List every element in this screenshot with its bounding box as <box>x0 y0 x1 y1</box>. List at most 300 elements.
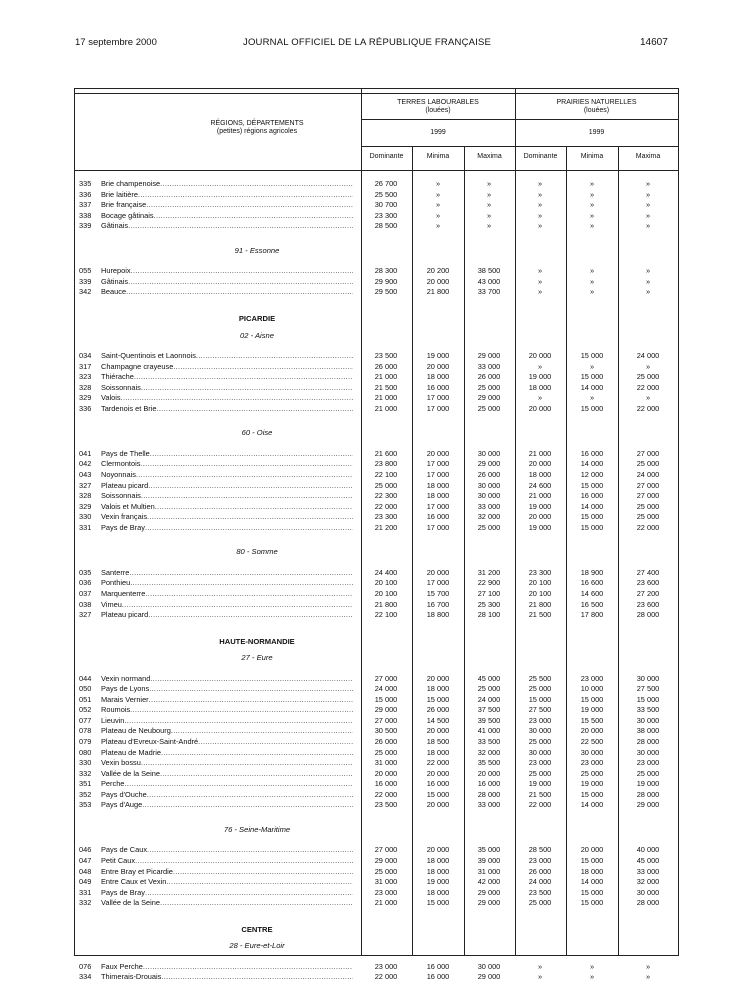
table-row <box>75 211 680 222</box>
table-row <box>75 589 680 600</box>
group-terres-line2: (louées) <box>425 107 451 114</box>
value-cell: 20 200 <box>426 266 450 276</box>
table-row <box>75 372 680 383</box>
value-cell: 25 000 <box>477 382 501 392</box>
value-cell: 22 000 <box>528 800 552 810</box>
value-cell: » <box>537 393 543 403</box>
value-cell: 21 800 <box>374 599 398 609</box>
value-cell: 25 000 <box>477 403 501 413</box>
region-name: Vexin bossu ..... <box>101 758 353 767</box>
region-code: 037 <box>79 588 92 598</box>
value-cell: 21 000 <box>374 403 398 413</box>
value-cell: 20 100 <box>528 588 552 598</box>
value-cell: » <box>486 221 492 231</box>
value-cell: 38 500 <box>477 266 501 276</box>
value-cell: 21 800 <box>426 287 450 297</box>
value-cell: 16 000 <box>426 382 450 392</box>
table-row <box>75 404 680 415</box>
table-row <box>75 674 680 685</box>
value-cell: 20 000 <box>426 448 450 458</box>
value-cell: 18 000 <box>426 887 450 897</box>
value-cell: 19 000 <box>528 372 552 382</box>
region-code: 339 <box>79 276 92 286</box>
value-cell: 20 000 <box>528 459 552 469</box>
value-cell: 15 000 <box>580 522 604 532</box>
table-row <box>75 449 680 460</box>
table-row <box>75 684 680 695</box>
value-cell: 26 000 <box>426 705 450 715</box>
value-cell: » <box>645 200 651 210</box>
region-code: 042 <box>79 459 92 469</box>
value-cell: 20 000 <box>426 800 450 810</box>
value-cell: 20 000 <box>477 768 501 778</box>
region-code: 080 <box>79 747 92 757</box>
region-name: Bocage gâtinais ..... <box>101 211 353 220</box>
region-name: Hurepoix ..... <box>101 266 353 275</box>
value-cell: 30 000 <box>528 726 552 736</box>
value-cell: 26 000 <box>528 866 552 876</box>
region-name: Thimerais-Drouais ..... <box>101 972 353 981</box>
value-cell: 22 000 <box>636 522 660 532</box>
value-cell: 25 000 <box>477 684 501 694</box>
region-name: Pays de Thelle ..... <box>101 449 353 458</box>
region-name: Plateau picard ..... <box>101 610 353 619</box>
department-heading: 28 - Eure-et-Loir <box>229 941 285 951</box>
value-cell: 23 800 <box>374 459 398 469</box>
value-cell: 22 900 <box>477 578 501 588</box>
region-code: 035 <box>79 567 92 577</box>
value-cell: 24 000 <box>528 877 552 887</box>
value-cell: 25 000 <box>528 898 552 908</box>
value-cell: 16 000 <box>580 448 604 458</box>
value-cell: 19 000 <box>426 877 450 887</box>
value-cell: 25 000 <box>528 737 552 746</box>
value-cell: 23 300 <box>374 512 398 522</box>
value-cell: 27 000 <box>636 480 660 490</box>
value-cell: 19 000 <box>528 501 552 511</box>
region-code: 036 <box>79 578 92 588</box>
value-cell: » <box>589 287 595 297</box>
value-cell: 23 000 <box>528 855 552 865</box>
value-cell: » <box>589 276 595 286</box>
value-cell: » <box>435 179 441 188</box>
value-cell: » <box>537 200 543 210</box>
value-cell: 16 000 <box>374 779 398 789</box>
value-cell: 18 000 <box>528 382 552 392</box>
value-cell: » <box>486 189 492 199</box>
value-cell: 32 000 <box>477 747 501 757</box>
region-code: 078 <box>79 726 92 736</box>
region-code: 334 <box>79 972 92 982</box>
value-cell: 43 000 <box>477 276 501 286</box>
region-name: Clermontois ..... <box>101 459 353 468</box>
value-cell: 27 100 <box>477 588 501 598</box>
value-cell: » <box>645 961 651 971</box>
value-cell: 33 500 <box>477 737 501 746</box>
value-cell: 25 000 <box>374 747 398 757</box>
value-cell: 27 000 <box>374 845 398 855</box>
region-code: 038 <box>79 599 92 609</box>
value-cell: 17 000 <box>426 403 450 413</box>
value-cell: 28 000 <box>477 789 501 799</box>
value-cell: 26 000 <box>374 361 398 371</box>
region-code: 329 <box>79 501 92 511</box>
value-cell: 25 500 <box>528 673 552 683</box>
value-cell: 27 500 <box>528 705 552 715</box>
table-row <box>75 362 680 373</box>
value-cell: 30 000 <box>636 673 660 683</box>
table-row <box>75 610 680 621</box>
value-cell: 23 500 <box>374 351 398 361</box>
value-cell: 22 000 <box>374 501 398 511</box>
table-row <box>75 179 680 190</box>
region-name: Soissonnais ..... <box>101 383 353 392</box>
region-code: 327 <box>79 480 92 490</box>
value-cell: 32 000 <box>636 877 660 887</box>
value-cell: 15 000 <box>580 480 604 490</box>
region-code: 041 <box>79 448 92 458</box>
col-header-maxima: Maxima <box>635 153 661 160</box>
value-cell: 15 000 <box>426 898 450 908</box>
value-cell: » <box>537 287 543 297</box>
department-heading: 80 - Somme <box>236 547 278 557</box>
value-cell: » <box>537 961 543 971</box>
value-cell: 33 000 <box>636 866 660 876</box>
region-code: 047 <box>79 855 92 865</box>
value-cell: 17 000 <box>426 522 450 532</box>
region-code: 044 <box>79 673 92 683</box>
value-cell: » <box>645 276 651 286</box>
value-cell: 17 000 <box>426 393 450 403</box>
table-row <box>75 726 680 737</box>
table-row <box>75 748 680 759</box>
region-name: Beauce ..... <box>101 287 353 296</box>
value-cell: 25 300 <box>477 599 501 609</box>
region-code: 034 <box>79 351 92 361</box>
value-cell: 21 500 <box>528 789 552 799</box>
table-row <box>75 856 680 867</box>
region-code: 328 <box>79 382 92 392</box>
value-cell: 18 900 <box>580 567 604 577</box>
value-cell: 28 500 <box>528 845 552 855</box>
value-cell: 21 000 <box>528 491 552 501</box>
table-row <box>75 481 680 492</box>
value-cell: » <box>645 179 651 188</box>
value-cell: 21 000 <box>374 393 398 403</box>
value-cell: 18 000 <box>426 747 450 757</box>
region-name: Brie laitière ..... <box>101 190 353 199</box>
region-name: Pays d'Ouche ..... <box>101 790 353 799</box>
value-cell: 15 000 <box>528 694 552 704</box>
region-code: 055 <box>79 266 92 276</box>
value-cell: 27 400 <box>636 567 660 577</box>
value-cell: 21 500 <box>374 382 398 392</box>
region-name: Tardenois et Brie ..... <box>101 404 353 413</box>
value-cell: 30 000 <box>636 715 660 725</box>
col-header-minima: Minima <box>426 153 450 160</box>
region-name: Brie champenoise ..... <box>101 179 353 188</box>
value-cell: 29 000 <box>477 459 501 469</box>
value-cell: 28 300 <box>374 266 398 276</box>
table-row <box>75 578 680 589</box>
value-cell: 20 000 <box>374 768 398 778</box>
region-heading: HAUTE-NORMANDIE <box>219 636 295 646</box>
department-heading: 91 - Essonne <box>234 245 280 255</box>
value-cell: » <box>537 266 543 276</box>
page-date: 17 septembre 2000 <box>75 37 157 48</box>
region-name: Valois et Multien ..... <box>101 502 353 511</box>
col-header-minima: Minima <box>580 153 604 160</box>
region-name: Soissonnais ..... <box>101 491 353 500</box>
department-heading: 27 - Eure <box>241 653 273 663</box>
group-prairies-header <box>515 99 678 115</box>
value-cell: 17 000 <box>426 470 450 479</box>
value-cell: 20 000 <box>426 768 450 778</box>
region-name: Gâtinais ..... <box>101 221 353 230</box>
value-cell: 21 000 <box>374 898 398 908</box>
value-cell: 14 000 <box>580 382 604 392</box>
value-cell: 14 500 <box>426 715 450 725</box>
value-cell: 18 000 <box>426 684 450 694</box>
region-code: 339 <box>79 221 92 231</box>
journal-title: JOURNAL OFFICIEL DE LA RÉPUBLIQUE FRANÇAISE <box>243 37 492 48</box>
value-cell: 25 000 <box>528 768 552 778</box>
table-row <box>75 758 680 769</box>
region-code: 077 <box>79 715 92 725</box>
value-cell: 24 600 <box>528 480 552 490</box>
table-row <box>75 769 680 780</box>
value-cell: » <box>645 972 651 982</box>
value-cell: 14 000 <box>580 877 604 887</box>
row-rule <box>361 146 678 147</box>
department-heading: 76 - Seine-Maritime <box>223 824 291 834</box>
region-code: 332 <box>79 768 92 778</box>
value-cell: » <box>486 210 492 220</box>
region-code: 336 <box>79 403 92 413</box>
value-cell: 14 000 <box>580 800 604 810</box>
region-name: Saint-Quentinois et Laonnois ..... <box>101 351 353 360</box>
region-code: 338 <box>79 210 92 220</box>
value-cell: 20 000 <box>426 567 450 577</box>
table-row <box>75 502 680 513</box>
value-cell: 33 000 <box>477 501 501 511</box>
value-cell: 30 000 <box>528 747 552 757</box>
value-cell: » <box>589 266 595 276</box>
value-cell: 26 700 <box>374 179 398 188</box>
region-code: 332 <box>79 898 92 908</box>
value-cell: 15 000 <box>580 694 604 704</box>
region-code: 079 <box>79 737 92 746</box>
table-row <box>75 600 680 611</box>
value-cell: » <box>645 221 651 231</box>
value-cell: 15 000 <box>426 694 450 704</box>
value-cell: 23 500 <box>528 887 552 897</box>
col-header-dominante: Dominante <box>369 153 404 160</box>
value-cell: 15 000 <box>426 789 450 799</box>
value-cell: 18 000 <box>426 491 450 501</box>
value-cell: 18 500 <box>426 737 450 746</box>
value-cell: 23 300 <box>528 567 552 577</box>
value-cell: 14 600 <box>580 588 604 598</box>
value-cell: 20 000 <box>426 361 450 371</box>
value-cell: 29 000 <box>374 855 398 865</box>
table-row <box>75 972 680 983</box>
value-cell: » <box>537 361 543 371</box>
value-cell: 25 000 <box>636 501 660 511</box>
region-code: 335 <box>79 179 92 188</box>
value-cell: 24 000 <box>374 684 398 694</box>
value-cell: 25 000 <box>374 866 398 876</box>
value-cell: 45 000 <box>477 673 501 683</box>
group-terres-line1: TERRES LABOURABLES <box>397 99 479 106</box>
value-cell: 27 000 <box>374 715 398 725</box>
value-cell: 15 500 <box>580 715 604 725</box>
value-cell: 17 000 <box>426 578 450 588</box>
value-cell: 22 000 <box>374 972 398 982</box>
region-code: 353 <box>79 800 92 810</box>
region-name: Petit Caux ..... <box>101 856 353 865</box>
value-cell: 21 600 <box>374 448 398 458</box>
value-cell: 15 000 <box>580 351 604 361</box>
row-rule <box>75 170 678 171</box>
value-cell: 15 000 <box>580 887 604 897</box>
value-cell: 20 000 <box>528 403 552 413</box>
value-cell: 25 500 <box>374 189 398 199</box>
table-row <box>75 277 680 288</box>
value-cell: 30 000 <box>636 887 660 897</box>
value-cell: 35 500 <box>477 758 501 768</box>
value-cell: 27 000 <box>636 448 660 458</box>
region-code: 046 <box>79 845 92 855</box>
year-prairies: 1999 <box>588 129 605 136</box>
value-cell: 33 700 <box>477 287 501 297</box>
value-cell: 37 500 <box>477 705 501 715</box>
value-cell: 28 000 <box>636 610 660 620</box>
region-code: 076 <box>79 961 92 971</box>
value-cell: 31 000 <box>374 877 398 887</box>
group-terres-header <box>361 99 515 115</box>
table-row <box>75 383 680 394</box>
region-name: Entre Bray et Picardie ..... <box>101 867 353 876</box>
region-name: Marquenterre ..... <box>101 589 353 598</box>
row-rule <box>75 93 678 94</box>
region-heading: CENTRE <box>241 924 273 934</box>
value-cell: » <box>435 189 441 199</box>
value-cell: » <box>645 189 651 199</box>
value-cell: 15 000 <box>374 694 398 704</box>
value-cell: 28 000 <box>636 898 660 908</box>
region-name: Brie française ..... <box>101 200 353 209</box>
value-cell: 18 000 <box>426 372 450 382</box>
region-code: 342 <box>79 287 92 297</box>
value-cell: 26 000 <box>477 372 501 382</box>
value-cell: 19 000 <box>580 779 604 789</box>
table-row <box>75 779 680 790</box>
value-cell: » <box>537 972 543 982</box>
value-cell: » <box>589 179 595 188</box>
region-name: Faux Perche ..... <box>101 962 353 971</box>
region-code: 048 <box>79 866 92 876</box>
value-cell: 24 000 <box>636 351 660 361</box>
value-cell: 17 800 <box>580 610 604 620</box>
value-cell: » <box>537 210 543 220</box>
value-cell: 28 000 <box>636 737 660 746</box>
value-cell: » <box>435 210 441 220</box>
value-cell: 17 000 <box>426 501 450 511</box>
region-code: 331 <box>79 887 92 897</box>
value-cell: 20 000 <box>426 845 450 855</box>
value-cell: 30 000 <box>477 491 501 501</box>
value-cell: 31 200 <box>477 567 501 577</box>
region-code: 327 <box>79 610 92 620</box>
region-code: 043 <box>79 470 92 479</box>
region-code: 336 <box>79 189 92 199</box>
value-cell: 30 000 <box>477 480 501 490</box>
value-cell: 25 000 <box>580 768 604 778</box>
table-row <box>75 221 680 232</box>
region-name: Champagne crayeuse ..... <box>101 362 353 371</box>
value-cell: 39 000 <box>477 855 501 865</box>
value-cell: 23 600 <box>636 599 660 609</box>
region-name: Pays de Caux ..... <box>101 845 353 854</box>
value-cell: 15 000 <box>580 898 604 908</box>
value-cell: » <box>435 221 441 231</box>
region-name: Thiérache ..... <box>101 372 353 381</box>
value-cell: 25 000 <box>636 372 660 382</box>
value-cell: » <box>589 210 595 220</box>
value-cell: 16 700 <box>426 599 450 609</box>
value-cell: 39 500 <box>477 715 501 725</box>
value-cell: 23 000 <box>528 758 552 768</box>
value-cell: 15 700 <box>426 588 450 598</box>
region-name: Plateau de Neubourg ..... <box>101 726 353 735</box>
region-name: Vexin normand ..... <box>101 674 353 683</box>
value-cell: 29 500 <box>374 287 398 297</box>
region-name: Noyonnais ..... <box>101 470 353 479</box>
value-cell: 15 000 <box>636 694 660 704</box>
value-cell: » <box>645 287 651 297</box>
value-cell: 25 000 <box>636 512 660 522</box>
value-cell: » <box>537 276 543 286</box>
value-cell: 29 000 <box>636 800 660 810</box>
value-cell: 29 000 <box>374 705 398 715</box>
value-cell: 24 400 <box>374 567 398 577</box>
value-cell: 19 000 <box>426 351 450 361</box>
table-row <box>75 512 680 523</box>
value-cell: 25 000 <box>374 480 398 490</box>
value-cell: 21 500 <box>528 610 552 620</box>
value-cell: 21 000 <box>528 448 552 458</box>
region-name: Pays de Lyons ..... <box>101 684 353 693</box>
value-cell: 29 000 <box>477 887 501 897</box>
table-row <box>75 200 680 211</box>
value-cell: 16 000 <box>426 972 450 982</box>
value-cell: 16 600 <box>580 578 604 588</box>
value-cell: 15 000 <box>580 855 604 865</box>
region-name: Santerre ..... <box>101 568 353 577</box>
value-cell: 23 000 <box>374 887 398 897</box>
value-cell: 27 500 <box>636 684 660 694</box>
value-cell: 25 000 <box>636 459 660 469</box>
table-row <box>75 888 680 899</box>
region-code: 331 <box>79 522 92 532</box>
page-number: 14607 <box>640 37 668 48</box>
row-rule <box>361 119 678 120</box>
value-cell: 31 000 <box>477 866 501 876</box>
value-cell: 25 000 <box>528 684 552 694</box>
region-name: Marais Vernier ..... <box>101 695 353 704</box>
regions-header <box>157 120 357 136</box>
